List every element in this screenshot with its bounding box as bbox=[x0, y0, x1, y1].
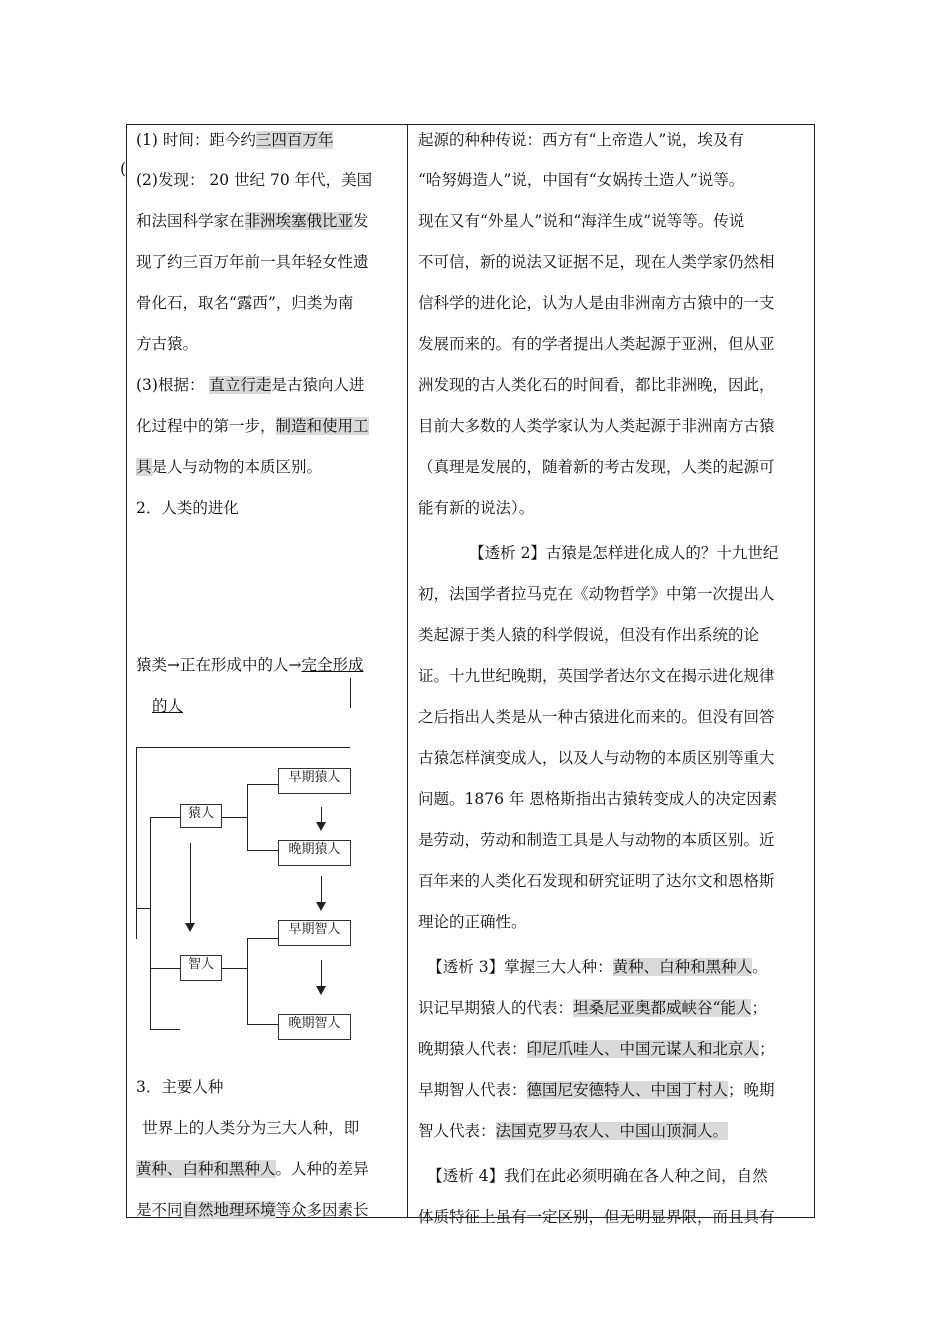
discovery-line-4: 骨化石，取名“露西”，归类为南 bbox=[136, 294, 354, 312]
evolution-chain: 猿类→正在形成中的人→完全形成 的人 bbox=[136, 656, 364, 715]
origin-line-10: 能有新的说法）。 bbox=[418, 499, 535, 517]
origin-line-2: “哈努姆造人”说，中国有“女娲抟土造人”说等。 bbox=[418, 171, 745, 189]
analysis-3-line-5: 智人代表：法国克罗马农人、中国山顶洞人。 bbox=[418, 1122, 729, 1140]
box-late-yuanren: 晚期猿人 bbox=[278, 840, 351, 866]
discovery-line-2: 和法国科学家在非洲埃塞俄比亚发 bbox=[136, 212, 369, 230]
analysis-3-line-4: 早期智人代表：德国尼安德特人、中国丁村人；晚期 bbox=[418, 1081, 775, 1099]
origin-line-3: 现在又有“外星人”说和“海洋生成”说等等。传说 bbox=[418, 212, 745, 230]
section-2-heading: 2．人类的进化 bbox=[136, 499, 239, 517]
basis-line-3: 具是人与动物的本质区别。 bbox=[136, 458, 323, 476]
box-zhiren: 智人 bbox=[180, 955, 222, 981]
analysis-3-line-3: 晚期猿人代表：印尼爪哇人、中国元谋人和北京人； bbox=[418, 1040, 775, 1058]
stray-paren: ( bbox=[120, 160, 127, 178]
analysis-2-line-7: 问题。1876 年 恩格斯指出古猿转变成人的决定因素 bbox=[418, 790, 778, 808]
left-column bbox=[136, 124, 401, 529]
box-early-yuanren: 早期猿人 bbox=[278, 768, 351, 794]
analysis-4-line-1: 【透析 4】我们在此必须明确在各人种之间，自然 bbox=[427, 1167, 768, 1185]
analysis-2-line-1: 【透析 2】古猿是怎样进化成人的？十九世纪 bbox=[469, 544, 779, 562]
basis-line-2: 化过程中的第一步，制造和使用工 bbox=[136, 417, 369, 435]
analysis-2-line-2: 初，法国学者拉马克在《动物哲学》中第一次提出人 bbox=[418, 585, 775, 603]
basis-line-1: (3)根据： 直立行走是古猿向人进 bbox=[136, 376, 365, 394]
analysis-2-line-9: 百年来的人类化石发现和研究证明了达尔文和恩格斯 bbox=[418, 872, 775, 890]
analysis-2-line-6: 古猿怎样演变成人，以及人与动物的本质区别等重大 bbox=[418, 749, 775, 767]
analysis-3-line-1: 【透析 3】掌握三大人种：黄种、白种和黑种人。 bbox=[427, 958, 768, 976]
discovery-line-3: 现了约三百万年前一具年轻女性遗 bbox=[136, 253, 369, 271]
analysis-2-line-4: 证。十九世纪晚期，英国学者达尔文在揭示进化规律 bbox=[418, 667, 775, 685]
box-early-zhiren: 早期智人 bbox=[278, 920, 351, 946]
races-line-3: 是不同自然地理环境等众多因素长 bbox=[136, 1201, 369, 1219]
analysis-2-line-10: 理论的正确性。 bbox=[418, 913, 527, 931]
box-yuanren: 猿人 bbox=[180, 804, 222, 828]
section-3-heading: 3．主要人种 bbox=[136, 1078, 224, 1096]
origin-line-5: 信科学的进化论，认为人是由非洲南方古猿中的一支 bbox=[418, 294, 775, 312]
analysis-2-line-3: 类起源于类人猿的科学假说，但没有作出系统的论 bbox=[418, 626, 760, 644]
box-late-zhiren: 晚期智人 bbox=[278, 1014, 351, 1040]
analysis-2-line-8: 是劳动，劳动和制造工具是人与动物的本质区别。近 bbox=[418, 831, 775, 849]
races-line-2: 黄种、白种和黑种人。人种的差异 bbox=[136, 1160, 369, 1178]
origin-line-9: （真理是发展的，随着新的考古发现，人类的起源可 bbox=[418, 458, 775, 476]
races-line-1: 世界上的人类分为三大人种，即 bbox=[142, 1119, 360, 1137]
right-column bbox=[418, 124, 806, 1238]
origin-line-4: 不可信，新的说法又证据不足，现在人类学家仍然相 bbox=[418, 253, 775, 271]
origin-line-1: 起源的种种传说：西方有“上帝造人”说，埃及有 bbox=[418, 131, 744, 149]
column-divider bbox=[407, 124, 408, 1218]
origin-line-6: 发展而来的。有的学者提出人类起源于亚洲，但从亚 bbox=[418, 335, 775, 353]
analysis-4-line-2: 体质特征上虽有一定区别，但无明显界限，而且具有 bbox=[418, 1208, 775, 1226]
origin-line-8: 目前大多数的人类学家认为人类起源于非洲南方古猿 bbox=[418, 417, 775, 435]
discovery-line-1: (2)发现： 20 世纪 70 年代，美国 bbox=[136, 171, 373, 189]
time-line: (1) 时间：距今约三四百万年 bbox=[136, 131, 334, 149]
discovery-line-5: 方古猿。 bbox=[136, 335, 199, 353]
analysis-3-line-2: 识记早期猿人的代表：坦桑尼亚奥都威峡谷“能人； bbox=[418, 999, 767, 1017]
races-section bbox=[136, 1067, 404, 1231]
origin-line-7: 洲发现的古人类化石的时间看，都比非洲晚，因此， bbox=[418, 376, 775, 394]
analysis-2-line-5: 之后指出人类是从一种古猿进化而来的。但没有回答 bbox=[418, 708, 775, 726]
